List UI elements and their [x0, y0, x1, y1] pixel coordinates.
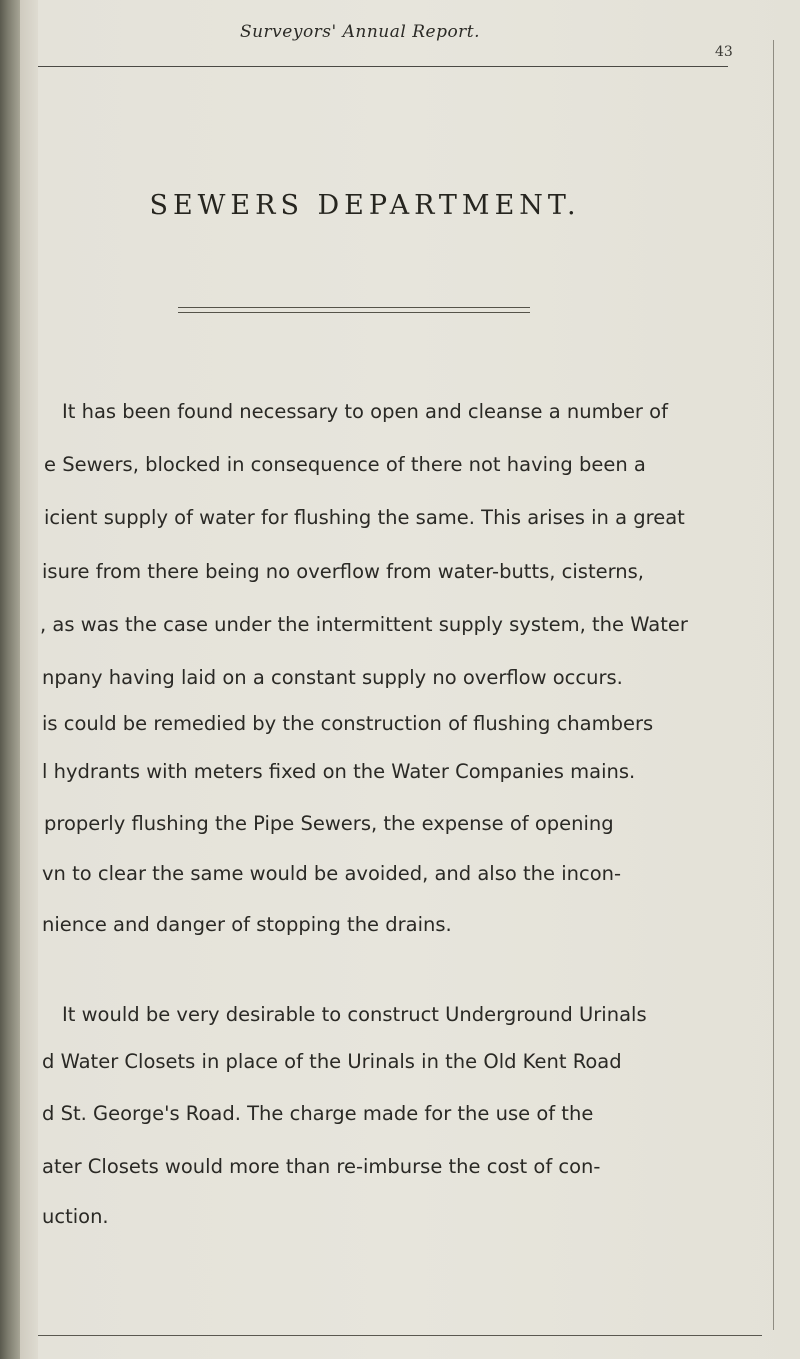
- text-line: It has been found necessary to open and cleanse a number of: [62, 400, 668, 423]
- text-line: vn to clear the same would be avoided, and also the incon-: [42, 862, 622, 885]
- text-line: , as was the case under the intermittent supply system, the Water: [40, 613, 688, 636]
- text-line: d St. George's Road. The charge made for the use of the: [42, 1102, 594, 1125]
- text-line: uction.: [42, 1205, 109, 1228]
- text-line: e Sewers, blocked in consequence of there not having been a: [44, 453, 646, 476]
- text-line: d Water Closets in place of the Urinals in the Old Kent Road: [42, 1050, 622, 1073]
- text-line: properly flushing the Pipe Sewers, the expense of opening: [44, 812, 614, 835]
- text-line: isure from there being no overflow from water-butts, cisterns,: [42, 560, 644, 583]
- text-line: icient supply of water for flushing the same. This arises in a great: [44, 506, 685, 529]
- text-line: ater Closets would more than re-imburse the cost of con-: [42, 1155, 601, 1178]
- page-number: 43: [715, 44, 733, 60]
- section-title: SEWERS DEPARTMENT.: [149, 190, 581, 221]
- title-double-rule-bottom: [178, 312, 530, 313]
- text-line: l hydrants with meters fixed on the Water Companies mains.: [42, 760, 636, 783]
- running-header: Surveyors' Annual Report.: [239, 22, 481, 42]
- text-line: It would be very desirable to construct Underground Urinals: [62, 1003, 647, 1026]
- header-rule: [38, 66, 728, 67]
- text-line: nience and danger of stopping the drains.: [42, 913, 452, 936]
- text-line: is could be remedied by the construction of flushing chambers: [42, 712, 654, 735]
- footer-rule: [38, 1335, 762, 1336]
- page-edge-line: [773, 40, 774, 1330]
- text-line: npany having laid on a constant supply no overflow occurs.: [42, 666, 623, 689]
- title-double-rule-top: [178, 307, 530, 308]
